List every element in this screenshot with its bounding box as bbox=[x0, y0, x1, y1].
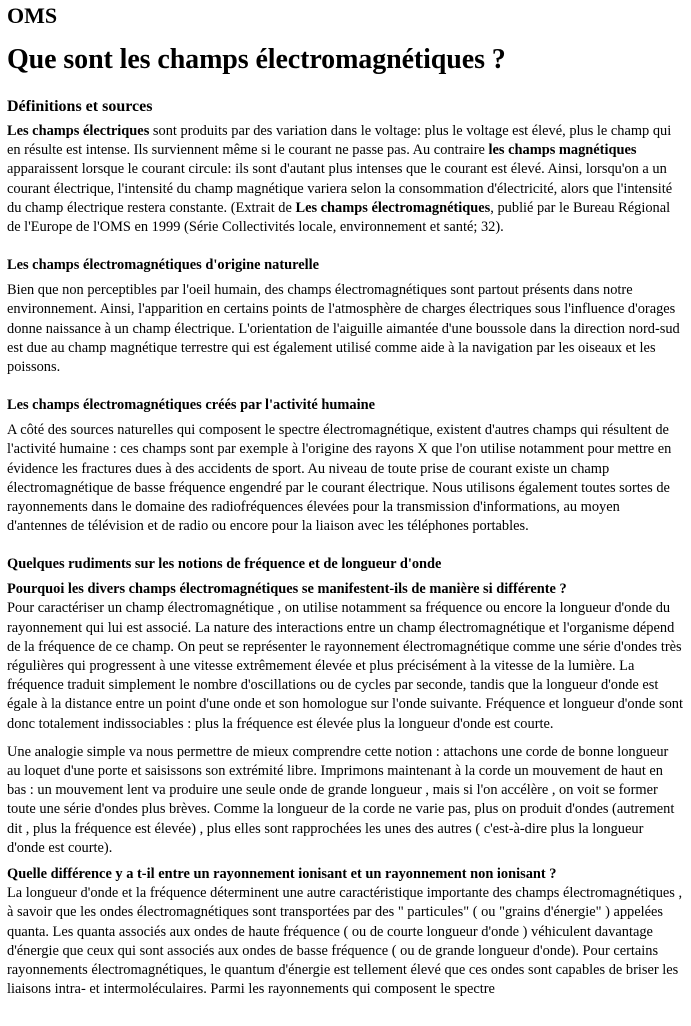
ionizing-paragraph: La longueur d'onde et la fréquence déterminent une autre caractéristique importante des champs électromagnétiques , à savoir que les ondes électromagnétiques sont transportées par des " particules" ( ou "grains d'énergie" ) appelées quanta. Les quanta associés aux ondes de haute fréquence ( ou de courte longueur d'onde ) véhiculent davantage d'énergie que ceux qui sont associés aux ondes de basse fréquence ( ou de grande longueur d'onde). Pour certains rayonnements électromagnétiques, le quantum d'énergie est tellement élevé que ces ondes sont capables de briser les liaisons intra- et intermoléculaires. Parmi les rayonnements qui composent le spectre bbox=[7, 885, 683, 998]
term-electric-fields: Les champs électriques bbox=[7, 123, 150, 139]
section-heading-frequency: Quelques rudiments sur les notions de fréquence et de longueur d'onde bbox=[7, 556, 442, 573]
section-heading-definitions: Définitions et sources bbox=[7, 98, 153, 115]
natural-paragraph: Bien que non perceptibles par l'oeil humain, des champs électromagnétiques sont partout présents dans notre environnement. Ainsi, l'apparition en certains points de l'atmosphère de charges électriques sous l'influence d'orages donne naissance à un champ électrique. L'orientation de l'aiguille aimantée d'une boussole dans la direction nord-sud est due au champ magnétique terrestre qui est également utilisé comme aide à la navigation par les oiseaux et les poissons. bbox=[7, 282, 680, 376]
organization-name: OMS bbox=[7, 3, 58, 28]
page-title: Que sont les champs électromagnétiques ? bbox=[7, 44, 506, 75]
publication-title: Les champs électromagnétiques bbox=[295, 199, 491, 216]
human-activity-paragraph: A côté des sources naturelles qui composent le spectre électromagnétique, existent d'autres champs qui résultent de l'activité humaine : ces champs sont par exemple à l'origine des rayons X que l'on utilise notamment pour mettre en évidence les fractures dues à des accidents de sport. Au niveau de toute prise de courant existe un champ électromagnétique de basse fréquence engendré par le courant électrique. Nous utilisons également toutes sortes de rayonnements dans le domaine des radiofréquences élevées pour la transmission d'informations, au moyen d'antennes de télévision et de radio ou encore pour la liaison avec les téléphones portables. bbox=[7, 422, 672, 535]
question-why-different: Pourquoi les divers champs électromagnétiques se manifestent-ils de manière si différente ? bbox=[7, 581, 567, 598]
section-heading-natural: Les champs électromagnétiques d'origine naturelle bbox=[7, 257, 320, 274]
frequency-paragraph: Pour caractériser un champ électromagnétique , on utilise notamment sa fréquence ou encore la longueur d'onde du rayonnement qui lui est associé. La nature des interactions entre un champ électromagnétique et l'organisme dépend de la fréquence de ce champ. On peut se représenter le rayonnement électromagnétique comme une série d'ondes très régulières qui progressent à une vitesse extrêmement élevée et plus précisément à la vitesse de la lumière. La fréquence traduit simplement le nombre d'oscillations ou de cycles par seconde, tandis que la longueur d'onde est égale à la distance entre un point d'une onde et son homologue sur l'onde suivante. Fréquence et longueur d'onde sont donc totalement indissociables : plus la fréquence est élevée plus la longueur d'onde est courte. bbox=[7, 600, 683, 732]
question-ionizing: Quelle différence y a t-il entre un rayonnement ionisant et un rayonnement non ionisant ? bbox=[7, 866, 557, 883]
section-heading-human: Les champs électromagnétiques créés par l'activité humaine bbox=[7, 397, 375, 414]
definitions-paragraph: Les champs électriques sont produits par des variation dans le voltage: plus le voltage est élevé, plus le champ qui en résulte est intense. Ils surviennent même si le courant ne passe pas. Au contraire les champs magnétiques apparaissent lorsque le courant circule: ils sont d'autant plus intenses que le courant est élevé. Ainsi, lorsqu'on a un courant électrique, l'intensité du champ magnétique variera selon la consommation d'électricité, alors que l'intensité du champ électrique restera constante. (Extrait de Les champs électromagnétiques, publié par le Bureau Régional de l'Europe de l'OMS en 1999 (Série Collectivités locale, environnement et santé; 32). bbox=[7, 123, 673, 236]
rope-analogy-paragraph: Une analogie simple va nous permettre de mieux comprendre cette notion : attachons une corde de bonne longueur au loquet d'une porte et saisissons son extrémité libre. Imprimons maintenant à la corde un mouvement de haut en bas : un mouvement lent va produire une seule onde de grande longueur , mais si l'on accélère , on voit se former toute une série d'ondes plus brèves. Comme la longueur de la corde ne varie pas, plus on produit d'ondes (autrement dit , plus la fréquence est élevée) , plus elles sont rapprochées les unes des autres ( c'est-à-dire plus la longueur d'onde est courte). bbox=[7, 743, 675, 856]
term-magnetic-fields: les champs magnétiques bbox=[488, 142, 637, 159]
